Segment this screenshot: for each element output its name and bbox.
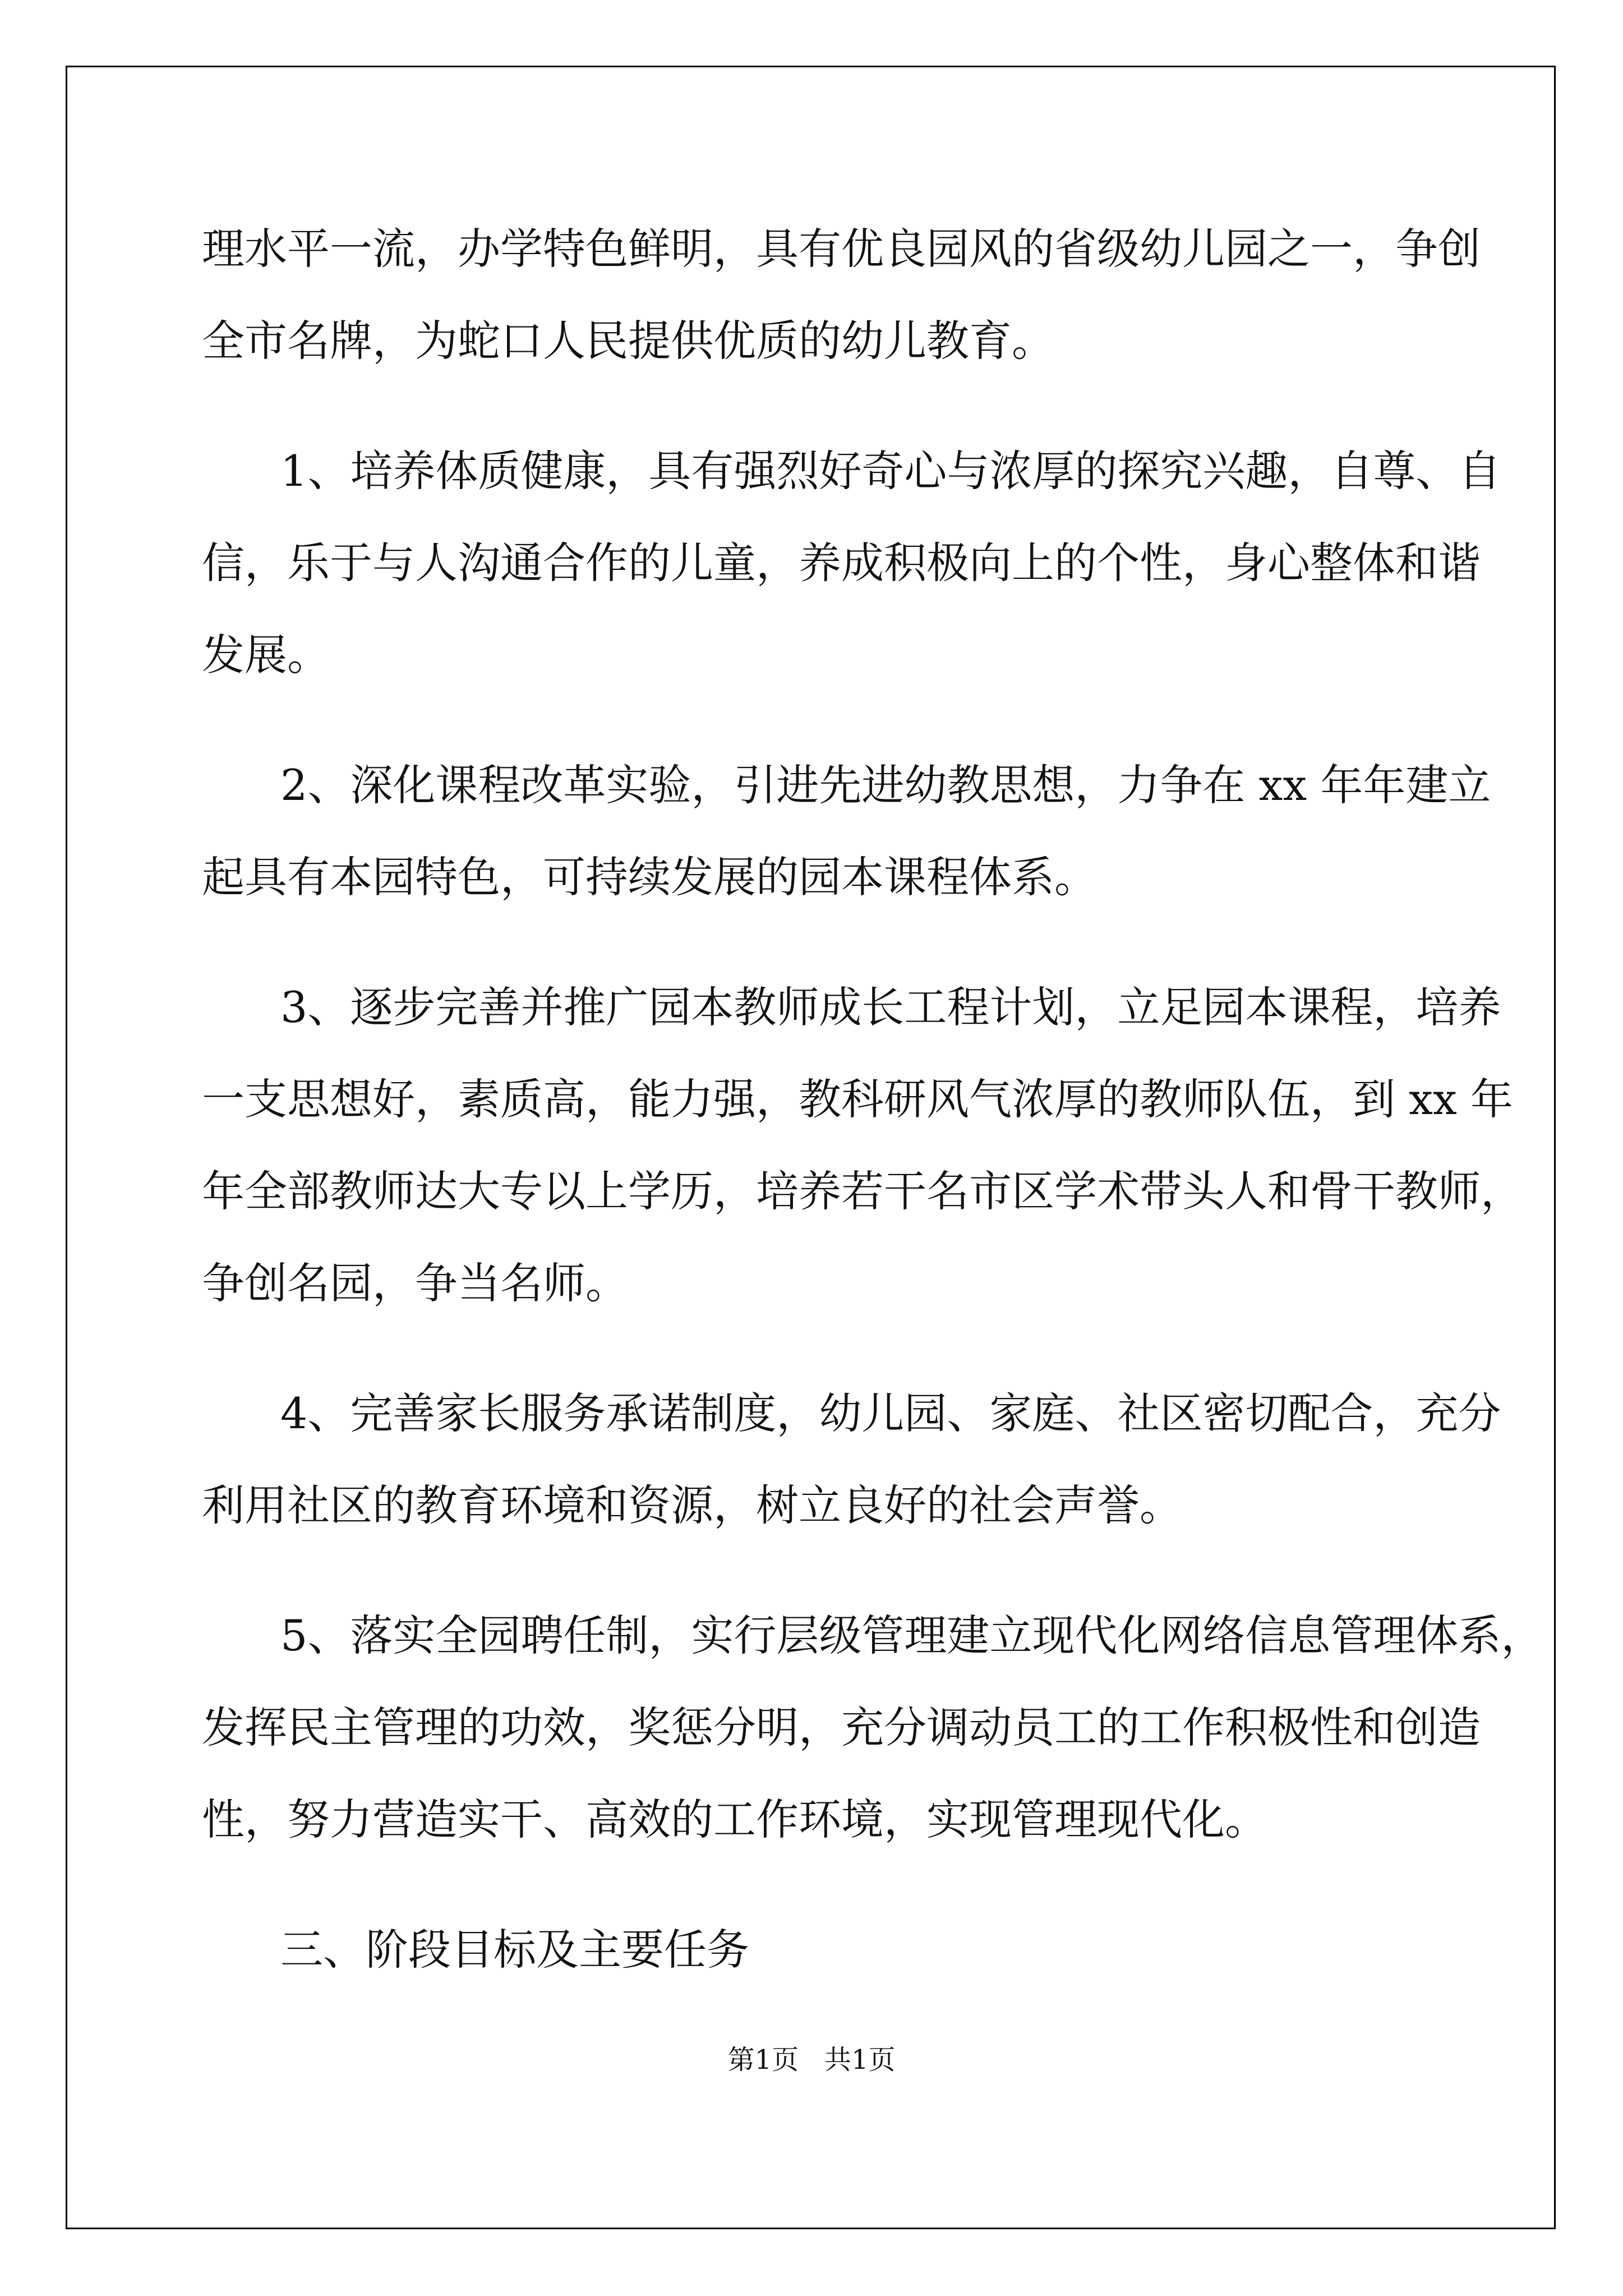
body-line: 全市名牌，为蛇口人民提供优质的幼儿教育。 (202, 316, 1054, 366)
body-line: 3、逐步完善并推广园本教师成长工程计划，立足园本课程，培养 (280, 982, 1501, 1032)
body-line: 发挥民主管理的功效，奖惩分明，充分调动员工的工作积极性和创造 (202, 1703, 1481, 1752)
body-line: 信，乐于与人沟通合作的儿童，养成积极向上的个性，身心整体和谐 (202, 538, 1481, 588)
body-line: 争创名园，争当名师。 (202, 1258, 628, 1308)
body-line: 一支思想好，素质高，能力强，教科研风气浓厚的教师队伍，到 xx 年 (202, 1074, 1514, 1124)
body-line: 5、落实全园聘任制，实行层级管理建立现代化网络信息管理体系， (280, 1611, 1544, 1660)
page-border (66, 66, 1556, 2229)
body-line: 起具有本园特色，可持续发展的园本课程体系。 (202, 852, 1097, 902)
body-line: 年全部教师达大专以上学历，培养若干名市区学术带头人和骨干教师， (202, 1166, 1523, 1216)
body-line: 2、深化课程改革实验，引进先进幼教思想，力争在 xx 年年建立 (280, 760, 1491, 810)
body-line: 发展。 (202, 630, 330, 680)
body-line: 1、培养体质健康，具有强烈好奇心与浓厚的探究兴趣，自尊、自 (280, 446, 1501, 496)
body-line: 性，努力营造实干、高效的工作环境，实现管理现代化。 (202, 1795, 1267, 1844)
page-footer: 第1页 共1页 (727, 2044, 896, 2076)
body-line: 利用社区的教育环境和资源，树立良好的社会声誉。 (202, 1480, 1182, 1530)
body-line: 4、完善家长服务承诺制度，幼儿园、家庭、社区密切配合，充分 (280, 1388, 1501, 1438)
section-heading: 三、阶段目标及主要任务 (280, 1925, 749, 1975)
body-line: 理水平一流，办学特色鲜明，具有优良园风的省级幼儿园之一，争创 (202, 224, 1481, 274)
